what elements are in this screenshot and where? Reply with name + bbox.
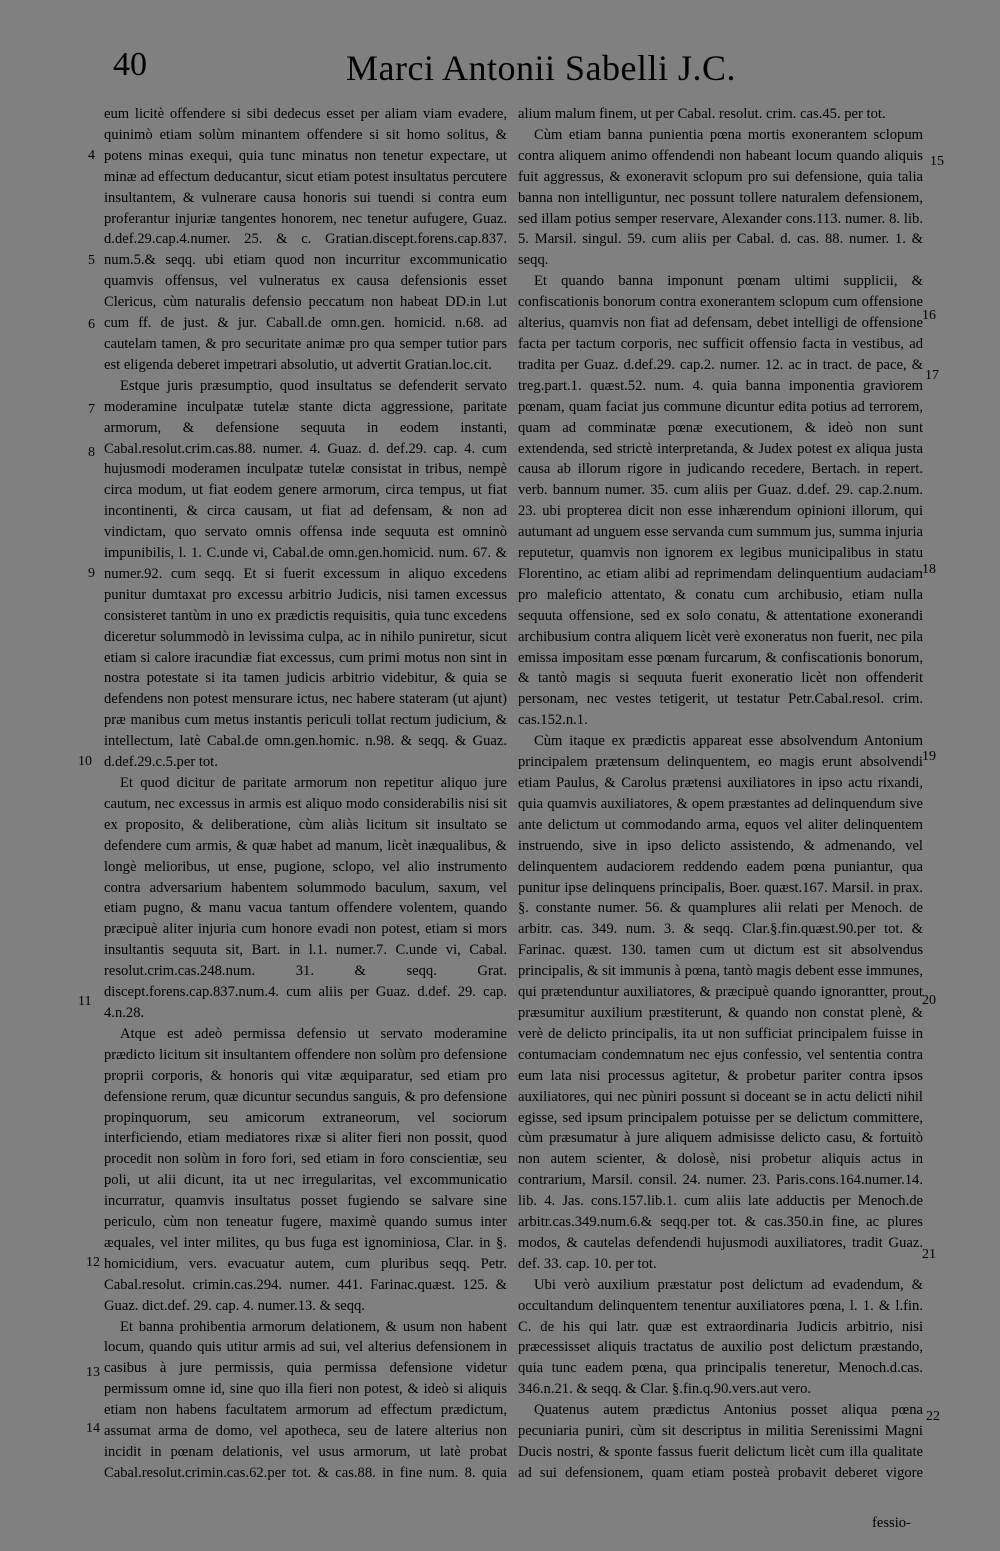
margin-number: 19 <box>922 749 936 764</box>
margin-number: 6 <box>88 317 95 332</box>
margin-number: 9 <box>88 566 95 581</box>
paragraph: Ubi verò auxilium præstatur post delictum ad evadendum, & occultandum delinquentem tenentur auxiliatores pœna, l. 1. & l.fin. C. de his qui latr. quæ est extraordinaria Judicis arbitrio, nisi præcessisset aliquis tractatus de auxilio post delictum præstando, quia tunc eadem pœna, qua principalis teneretur, Menoch.d.cas. 346.n.21. & seqq. & Clar. §.fin.q.90.vers.aut vero. <box>518 1276 923 1398</box>
left-text-column <box>104 104 507 1484</box>
margin-number: 16 <box>922 308 936 323</box>
margin-number: 4 <box>88 148 95 163</box>
paragraph: Et quando banna imponunt pœnam ultimi supplicii, & confiscationis bonorum contra exonerantem sclopum cum offensione alterius, quamvis non fiat ad defensam, debet intelligi de offensione facta per tactum corporis, nec sufficit offensio facta in vestibus, ad tradita per Guaz. d.def.29. cap.2. numer. 12. ac in tract. de pace, & treg.part.1. quæst.52. num. 4. quia banna imponentia graviorem pœnam, quam faciat jus commune dicuntur edita potius ad terrorem, quam ad comminatæ pœnæ executionem, & ideò non sunt extendenda, sed strictè interpretanda, & Judex potest ex aliqua justa causa ab illorum rigore in judicando recedere, Bertach. in repert. verb. bannum numer. 35. cum aliis per Guaz. d.def. 29. cap.2.num. 23. ubi propterea dicit non esse inhærendum opinioni illorum, qui autumant ad unguem esse servanda cum summum jus, summa injuria reputetur, quamvis non ignorem ex legibus municipalibus in statu Florentino, ac etiam alibi ad reprimendam delinquentium audaciam pro maleficio attentato, & conatu cum archibusio, etiam nulla sequuta offensione, sed ex solo conatu, & attentatione exonerandi archibusium contra aliquem licèt verè exoneratus non fuerit, nec pila emissa impositam esse pœnam furcarum, & confiscationis bonorum, & tantò magis si sequuta fuerit exoneratio licèt non offenderit personam, nec vestes tetigerit, ut testatur Petr.Cabal.resol. crim. cas.152.n.1. <box>518 273 923 729</box>
running-title: Marci Antonii Sabelli J.C. <box>346 48 736 88</box>
margin-number: 18 <box>922 562 936 577</box>
paragraph: Cùm etiam banna punientia pœna mortis exonerantem sclopum contra aliquem animo offendendi non habeant locum quando aliquis fuit aggressus, & exoneravit sclopum pro sui defensione, quia talia banna non intelliguntur, nec possunt tollere naturalem defensionem, sed illam potius semper reservare, Alexander cons.113. numer. 8. lib. 5. Marsil. singul. 59. cum aliis per Cabal. d. cas. 88. numer. 1. & seqq. <box>518 126 923 269</box>
margin-number: 17 <box>925 368 939 383</box>
paragraph: Cùm itaque ex prædictis appareat esse absolvendum Antonium principalem prætensum delinquentem, eo magis erunt absolvendi etiam Paulus, & Carolus prætensi auxiliatores in ipso actu rixandi, quia quamvis auxiliatores, & opem præstantes ad delinquendum sive ante delictum ut commodando arma, equos vel aliter delinquentem instruendo, sive in ipso delicto assistendo, & admenando, vel delinquentem audaciorem reddendo eadem pœna puniantur, qua punitur ipse delinquens principalis, Boer. quæst.167. Marsil. in prax. §. constante numer. 56. & quamplures alii relati per Menoch. de arbitr. cas. 349. num. 3. & seqq. Clar.§.fin.quæst.90.per tot. & Farinac. quæst. 130. tamen cum ut dictum est sit absolvendus principalis, & sit immunis à pœna, tantò magis debent esse immunes, qui prætenduntur auxiliatores, & præcipuè quando ignorantter, prout præsumitur auxilium præstiterunt, & quando non constat plenè, & verè de delicto principalis, ita ut non sufficiat principalem fuisse in contumaciam condemnatum nec ejus confessio, vel sententia contra eum lata nisi processus agitetur, & probetur pariter contra ipsos auxiliatores, qui nec pùniri possunt si doceant se in actu delicti nihil egisse, sed ipsum principalem potuisse per se delictum committere, cùm præsumatur à jure aliquem admisisse delicto casu, & fortuitò non autem scienter, & dolosè, nisi probetur aliquis actus in contrarium, Marsil. consil. 24. numer. 23. Paris.cons.164.numer.14. lib. 4. Jas. cons.157.lib.1. cum aliis late adductis per Menoch.de arbitr.cas.349.num.6.& seqq.per tot. & cas.350.in fine, ac plures modos, & cautelas defendendi hujusmodi auxiliatores, tradit Guaz. def. 33. cap. 10. per tot. <box>518 733 923 1272</box>
paragraph: Estque juris præsumptio, quod insultatus se defenderit servato moderamine inculpatæ tutelæ stante dicta aggressione, paritate armorum, & defensione sequuta in eodem instanti, Cabal.resolut.crim.cas.88. numer. 4. Guaz. d. def.29. cap. 4. cum hujusmodi moderamen inculpatæ tutelæ consistat in tribus, nempè circa modum, ut fiat eodem genere armorum, circa tempus, ut fiat incontinenti, & circa causam, ut fiat ad defensam, & non ad vindictam, quo servato omnis offensa inde sequuta est omninò impunibilis, l. 1. C.unde vi, Cabal.de omn.gen.homicid. num. 67. & numer.92. cum seqq. Et si fuerit excessum in aliquo excedens punitur dumtaxat pro excessu arbitrio Judicis, nisi tamen excessus consisteret tantùm in uno ex prædictis requisitis, quia tunc excedens diceretur solummodò in levissima culpa, ac in nihilo puniretur, sicut etiam si calore iracundiæ fiat excessus, cum primi motus non sint in nostra potestate si ita tamen judicis arbitrio videbitur, & quia se defendens non potest mensurare ictus, nec habere stateram (ut ajunt) præ manibus cum metus instantis periculi tollat rectum judicium, & intellectum, latè Cabal.de omn.gen.homic. n.98. & seqq. & Guaz. d.def.29.c.5.per tot. <box>104 377 507 771</box>
margin-number: 15 <box>930 154 944 169</box>
margin-number: 14 <box>86 1421 100 1436</box>
paragraph: Atque est adeò permissa defensio ut servato moderamine prædicto licitum sit insultantem offendere non solùm pro defensione proprii corporis, & honoris qui vitæ æquiparatur, sed etiam pro defensione rerum, quæ dicuntur secundus sanguis, & pro defensione propinquorum, seu amicorum extraneorum, vel sociorum interficiendo, etiam mediatores rixæ si aliter fieri non possit, quod procedit non solùm in foro fori, sed etiam in foro conscientiæ, seu poli, ut alii dicunt, ita ut nec irregularitas, vel excommunicatio incurratur, quamvis insultatus posset fugiendo se salvare sine periculo, cùm non teneatur fugere, maximè quando sumus inter æquales, vel inter milites, qu bus fuga est ignominiosa, Clar. in §. homicidium, vers. evacuatur autem, cum pluribus seqq. Petr. Cabal.resolut. crimin.cas.294. numer. 441. Farinac.quæst. 125. & Guaz. dict.def. 29. cap. 4. numer.13. & seqq. <box>104 1025 507 1314</box>
margin-number: 7 <box>88 402 95 417</box>
margin-number: 21 <box>922 1247 936 1262</box>
paragraph: Quatenus autem prædictus Antonius posset aliqua pœna pecuniaria puniri, cùm sit descriptus in militia Serenissimi Magni Ducis nostri, & sponte fassus fuerit delictum licèt cum illa qualitate ad sui defensionem, quam etiam posteà probavit deberet vigore <box>518 1402 923 1481</box>
margin-number: 11 <box>78 994 92 1009</box>
paragraph: Et banna prohibentia armorum delationem, & usum non habent locum, quando quis utitur armis ad sui, vel alterius defensionem in casibus à jure permissis, quia permissa defensione videtur permissum omne id, sine quo illa fieri non potest, & ideò si aliquis etiam non habens facultatem armorum ad effectum prædictum, assumat arma de domo, vel apotheca, seu de latere alterius non incidit in pœnam delationis, vel usus armorum, ut latè probat Cabal.resolut.crimin.cas.62.per tot. & cas.88. in fine num. 8. quia <box>104 1318 507 1481</box>
catchword: fessio- <box>872 1515 911 1531</box>
margin-number: 20 <box>922 993 936 1008</box>
paragraph: eum licitè offendere si sibi dedecus esset per aliam viam evadere, quinimò etiam solùm minantem offendere si sit homo solitus, & potens minas exequi, quia tunc minatus non tenetur expectare, ut minæ ad effectum deducantur, sicut etiam potest insultatus percutere insultantem, & vulnerare causa honoris sui tuendi si contra eum proferantur injuriæ tangentes honorem, nec tenetur aufugere, Guaz. d.def.29.cap.4.numer. 25. & c. Gratian.discept.forens.cap.837. num.5.& seqq. ubi etiam quod non incurritur excommunicatio quamvis offensus, vel vulneratus ex causa defensionis esset Clericus, cùm naturalis defensio peccatum non habeat DD.in l.ut cum ff. de just. & jur. Caball.de omn.gen. homicid. n.68. ad cautelam tamen, & pro securitate animæ pro qua semper tutior pars est eligenda deberet impetrari absolutio, ut advertit Gratian.loc.cit. <box>104 106 507 373</box>
paragraph: alium malum finem, ut per Cabal. resolut. crim. cas.45. per tot. <box>518 106 886 122</box>
page-number: 40 <box>113 46 147 83</box>
paragraph: Et quod dicitur de paritate armorum non repetitur aliquo jure cautum, nec excessus in armis est aliquo modo considerabilis nisi sit ex proposito, & deliberatione, cùm aliàs licitum sit insultato se defendere cum armis, & quæ habet ad manum, licèt inæqualibus, & longè melioribus, ut ense, pugione, sclopo, vel alio instrumento contra adversarium habentem solummodo baculum, saxum, vel etiam pugno, & manu vacua tantum offendere volentem, quando præcipuè aliter injuria cum honore evadi non potest, etiam si mors insultantis sequuta sit, Bart. in l.1. numer.7. C.unde vi, Cabal. resolut.crim.cas.248.num. 31. & seqq. Grat. discept.forens.cap.837.num.4. cum aliis per Guaz. d.def. 29. cap. 4.n.28. <box>104 775 507 1021</box>
right-text-column <box>518 104 923 1484</box>
margin-number: 10 <box>78 754 92 769</box>
margin-number: 8 <box>88 445 95 460</box>
margin-number: 13 <box>86 1365 100 1380</box>
margin-number: 5 <box>88 253 95 268</box>
margin-number: 22 <box>926 1409 940 1424</box>
margin-number: 12 <box>86 1255 100 1270</box>
